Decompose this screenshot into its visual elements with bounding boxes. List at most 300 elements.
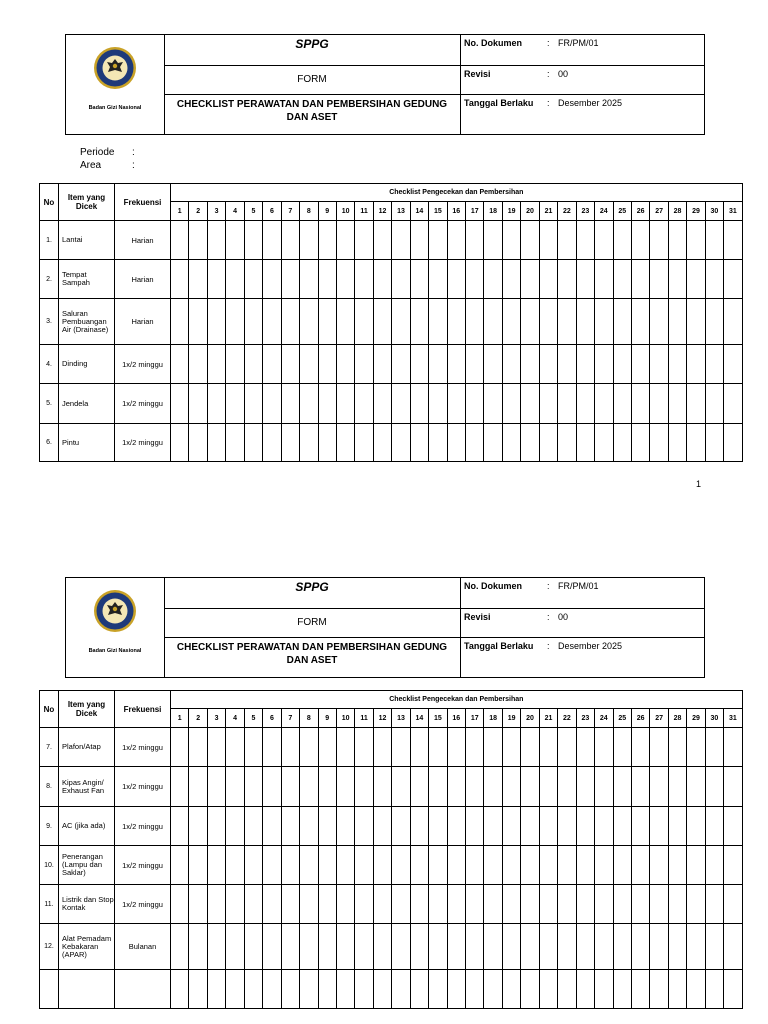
check-cell[interactable] bbox=[466, 345, 484, 384]
check-cell[interactable] bbox=[724, 299, 743, 345]
check-cell[interactable] bbox=[410, 299, 428, 345]
check-cell[interactable] bbox=[410, 970, 428, 1009]
check-cell[interactable] bbox=[447, 728, 465, 767]
check-cell[interactable] bbox=[521, 345, 539, 384]
check-cell[interactable] bbox=[613, 846, 631, 885]
check-cell[interactable] bbox=[650, 924, 668, 970]
check-cell[interactable] bbox=[521, 885, 539, 924]
check-cell[interactable] bbox=[226, 728, 244, 767]
check-cell[interactable] bbox=[189, 846, 207, 885]
check-cell[interactable] bbox=[521, 924, 539, 970]
check-cell[interactable] bbox=[207, 970, 225, 1009]
check-cell[interactable] bbox=[336, 924, 354, 970]
check-cell[interactable] bbox=[318, 970, 336, 1009]
check-cell[interactable] bbox=[705, 885, 723, 924]
check-cell[interactable] bbox=[539, 807, 557, 846]
check-cell[interactable] bbox=[705, 767, 723, 807]
check-cell[interactable] bbox=[595, 970, 613, 1009]
check-cell[interactable] bbox=[318, 924, 336, 970]
check-cell[interactable] bbox=[226, 924, 244, 970]
check-cell[interactable] bbox=[576, 807, 594, 846]
check-cell[interactable] bbox=[207, 924, 225, 970]
check-cell[interactable] bbox=[263, 767, 281, 807]
check-cell[interactable] bbox=[410, 260, 428, 299]
check-cell[interactable] bbox=[300, 970, 318, 1009]
check-cell[interactable] bbox=[668, 846, 686, 885]
check-cell[interactable] bbox=[631, 384, 649, 424]
check-cell[interactable] bbox=[355, 767, 373, 807]
check-cell[interactable] bbox=[650, 384, 668, 424]
check-cell[interactable] bbox=[595, 728, 613, 767]
check-cell[interactable] bbox=[392, 767, 410, 807]
check-cell[interactable] bbox=[429, 846, 447, 885]
check-cell[interactable] bbox=[576, 345, 594, 384]
check-cell[interactable] bbox=[392, 221, 410, 260]
check-cell[interactable] bbox=[613, 345, 631, 384]
check-cell[interactable] bbox=[355, 807, 373, 846]
check-cell[interactable] bbox=[650, 728, 668, 767]
check-cell[interactable] bbox=[226, 221, 244, 260]
check-cell[interactable] bbox=[613, 767, 631, 807]
check-cell[interactable] bbox=[318, 728, 336, 767]
check-cell[interactable] bbox=[668, 924, 686, 970]
check-cell[interactable] bbox=[392, 424, 410, 462]
check-cell[interactable] bbox=[336, 846, 354, 885]
check-cell[interactable] bbox=[244, 924, 262, 970]
check-cell[interactable] bbox=[429, 970, 447, 1009]
check-cell[interactable] bbox=[705, 299, 723, 345]
check-cell[interactable] bbox=[355, 384, 373, 424]
check-cell[interactable] bbox=[318, 345, 336, 384]
check-cell[interactable] bbox=[576, 767, 594, 807]
check-cell[interactable] bbox=[466, 924, 484, 970]
check-cell[interactable] bbox=[631, 807, 649, 846]
check-cell[interactable] bbox=[373, 260, 391, 299]
check-cell[interactable] bbox=[687, 424, 705, 462]
check-cell[interactable] bbox=[576, 221, 594, 260]
check-cell[interactable] bbox=[502, 767, 520, 807]
check-cell[interactable] bbox=[429, 424, 447, 462]
check-cell[interactable] bbox=[502, 924, 520, 970]
check-cell[interactable] bbox=[410, 924, 428, 970]
check-cell[interactable] bbox=[576, 424, 594, 462]
check-cell[interactable] bbox=[355, 424, 373, 462]
check-cell[interactable] bbox=[263, 885, 281, 924]
check-cell[interactable] bbox=[336, 424, 354, 462]
check-cell[interactable] bbox=[207, 846, 225, 885]
check-cell[interactable] bbox=[171, 221, 189, 260]
check-cell[interactable] bbox=[466, 807, 484, 846]
check-cell[interactable] bbox=[281, 885, 299, 924]
check-cell[interactable] bbox=[447, 970, 465, 1009]
check-cell[interactable] bbox=[410, 885, 428, 924]
check-cell[interactable] bbox=[355, 299, 373, 345]
check-cell[interactable] bbox=[484, 728, 502, 767]
check-cell[interactable] bbox=[539, 846, 557, 885]
check-cell[interactable] bbox=[613, 970, 631, 1009]
check-cell[interactable] bbox=[502, 846, 520, 885]
check-cell[interactable] bbox=[281, 424, 299, 462]
check-cell[interactable] bbox=[392, 885, 410, 924]
check-cell[interactable] bbox=[687, 767, 705, 807]
check-cell[interactable] bbox=[226, 260, 244, 299]
check-cell[interactable] bbox=[281, 384, 299, 424]
check-cell[interactable] bbox=[171, 299, 189, 345]
check-cell[interactable] bbox=[171, 807, 189, 846]
check-cell[interactable] bbox=[392, 970, 410, 1009]
check-cell[interactable] bbox=[613, 424, 631, 462]
check-cell[interactable] bbox=[244, 885, 262, 924]
check-cell[interactable] bbox=[558, 424, 576, 462]
check-cell[interactable] bbox=[558, 846, 576, 885]
check-cell[interactable] bbox=[189, 728, 207, 767]
check-cell[interactable] bbox=[724, 767, 743, 807]
check-cell[interactable] bbox=[410, 384, 428, 424]
check-cell[interactable] bbox=[226, 767, 244, 807]
check-cell[interactable] bbox=[355, 728, 373, 767]
check-cell[interactable] bbox=[724, 424, 743, 462]
check-cell[interactable] bbox=[226, 424, 244, 462]
check-cell[interactable] bbox=[410, 728, 428, 767]
check-cell[interactable] bbox=[484, 885, 502, 924]
check-cell[interactable] bbox=[336, 807, 354, 846]
check-cell[interactable] bbox=[410, 767, 428, 807]
check-cell[interactable] bbox=[300, 924, 318, 970]
check-cell[interactable] bbox=[687, 260, 705, 299]
check-cell[interactable] bbox=[392, 846, 410, 885]
check-cell[interactable] bbox=[410, 345, 428, 384]
check-cell[interactable] bbox=[484, 384, 502, 424]
check-cell[interactable] bbox=[724, 221, 743, 260]
check-cell[interactable] bbox=[687, 728, 705, 767]
check-cell[interactable] bbox=[539, 384, 557, 424]
check-cell[interactable] bbox=[539, 728, 557, 767]
check-cell[interactable] bbox=[207, 767, 225, 807]
check-cell[interactable] bbox=[595, 924, 613, 970]
check-cell[interactable] bbox=[724, 345, 743, 384]
check-cell[interactable] bbox=[705, 424, 723, 462]
check-cell[interactable] bbox=[576, 970, 594, 1009]
check-cell[interactable] bbox=[576, 384, 594, 424]
check-cell[interactable] bbox=[668, 221, 686, 260]
check-cell[interactable] bbox=[576, 728, 594, 767]
check-cell[interactable] bbox=[281, 299, 299, 345]
check-cell[interactable] bbox=[207, 384, 225, 424]
check-cell[interactable] bbox=[595, 807, 613, 846]
check-cell[interactable] bbox=[318, 846, 336, 885]
check-cell[interactable] bbox=[724, 384, 743, 424]
check-cell[interactable] bbox=[373, 299, 391, 345]
check-cell[interactable] bbox=[521, 970, 539, 1009]
check-cell[interactable] bbox=[724, 846, 743, 885]
check-cell[interactable] bbox=[207, 807, 225, 846]
check-cell[interactable] bbox=[576, 299, 594, 345]
check-cell[interactable] bbox=[484, 970, 502, 1009]
check-cell[interactable] bbox=[558, 924, 576, 970]
check-cell[interactable] bbox=[595, 345, 613, 384]
check-cell[interactable] bbox=[484, 846, 502, 885]
check-cell[interactable] bbox=[336, 299, 354, 345]
check-cell[interactable] bbox=[705, 924, 723, 970]
check-cell[interactable] bbox=[300, 345, 318, 384]
check-cell[interactable] bbox=[263, 424, 281, 462]
check-cell[interactable] bbox=[281, 767, 299, 807]
check-cell[interactable] bbox=[521, 728, 539, 767]
check-cell[interactable] bbox=[171, 260, 189, 299]
check-cell[interactable] bbox=[724, 924, 743, 970]
check-cell[interactable] bbox=[189, 345, 207, 384]
check-cell[interactable] bbox=[705, 221, 723, 260]
check-cell[interactable] bbox=[281, 221, 299, 260]
check-cell[interactable] bbox=[687, 299, 705, 345]
check-cell[interactable] bbox=[521, 221, 539, 260]
check-cell[interactable] bbox=[539, 767, 557, 807]
check-cell[interactable] bbox=[466, 767, 484, 807]
check-cell[interactable] bbox=[650, 424, 668, 462]
check-cell[interactable] bbox=[410, 846, 428, 885]
check-cell[interactable] bbox=[631, 728, 649, 767]
check-cell[interactable] bbox=[521, 807, 539, 846]
check-cell[interactable] bbox=[502, 260, 520, 299]
check-cell[interactable] bbox=[189, 424, 207, 462]
check-cell[interactable] bbox=[705, 345, 723, 384]
check-cell[interactable] bbox=[668, 384, 686, 424]
check-cell[interactable] bbox=[705, 384, 723, 424]
check-cell[interactable] bbox=[502, 345, 520, 384]
check-cell[interactable] bbox=[650, 807, 668, 846]
check-cell[interactable] bbox=[281, 728, 299, 767]
check-cell[interactable] bbox=[521, 260, 539, 299]
check-cell[interactable] bbox=[171, 970, 189, 1009]
check-cell[interactable] bbox=[650, 299, 668, 345]
check-cell[interactable] bbox=[447, 767, 465, 807]
check-cell[interactable] bbox=[429, 299, 447, 345]
check-cell[interactable] bbox=[355, 345, 373, 384]
check-cell[interactable] bbox=[300, 807, 318, 846]
check-cell[interactable] bbox=[466, 885, 484, 924]
check-cell[interactable] bbox=[373, 767, 391, 807]
check-cell[interactable] bbox=[318, 885, 336, 924]
check-cell[interactable] bbox=[429, 384, 447, 424]
check-cell[interactable] bbox=[595, 299, 613, 345]
check-cell[interactable] bbox=[631, 924, 649, 970]
check-cell[interactable] bbox=[576, 846, 594, 885]
check-cell[interactable] bbox=[318, 767, 336, 807]
check-cell[interactable] bbox=[429, 924, 447, 970]
check-cell[interactable] bbox=[502, 299, 520, 345]
check-cell[interactable] bbox=[613, 807, 631, 846]
check-cell[interactable] bbox=[521, 384, 539, 424]
check-cell[interactable] bbox=[189, 260, 207, 299]
check-cell[interactable] bbox=[558, 299, 576, 345]
check-cell[interactable] bbox=[189, 807, 207, 846]
check-cell[interactable] bbox=[300, 260, 318, 299]
check-cell[interactable] bbox=[687, 970, 705, 1009]
check-cell[interactable] bbox=[207, 424, 225, 462]
check-cell[interactable] bbox=[392, 299, 410, 345]
check-cell[interactable] bbox=[484, 345, 502, 384]
check-cell[interactable] bbox=[705, 260, 723, 299]
check-cell[interactable] bbox=[613, 924, 631, 970]
check-cell[interactable] bbox=[705, 970, 723, 1009]
check-cell[interactable] bbox=[429, 728, 447, 767]
check-cell[interactable] bbox=[244, 807, 262, 846]
check-cell[interactable] bbox=[355, 924, 373, 970]
check-cell[interactable] bbox=[281, 807, 299, 846]
check-cell[interactable] bbox=[336, 885, 354, 924]
check-cell[interactable] bbox=[631, 767, 649, 807]
check-cell[interactable] bbox=[392, 728, 410, 767]
check-cell[interactable] bbox=[336, 970, 354, 1009]
check-cell[interactable] bbox=[484, 424, 502, 462]
check-cell[interactable] bbox=[613, 260, 631, 299]
check-cell[interactable] bbox=[539, 299, 557, 345]
check-cell[interactable] bbox=[281, 970, 299, 1009]
check-cell[interactable] bbox=[484, 924, 502, 970]
check-cell[interactable] bbox=[171, 924, 189, 970]
check-cell[interactable] bbox=[595, 846, 613, 885]
check-cell[interactable] bbox=[466, 260, 484, 299]
check-cell[interactable] bbox=[355, 846, 373, 885]
check-cell[interactable] bbox=[281, 846, 299, 885]
check-cell[interactable] bbox=[263, 299, 281, 345]
check-cell[interactable] bbox=[355, 970, 373, 1009]
check-cell[interactable] bbox=[171, 767, 189, 807]
check-cell[interactable] bbox=[558, 728, 576, 767]
check-cell[interactable] bbox=[466, 846, 484, 885]
check-cell[interactable] bbox=[226, 345, 244, 384]
check-cell[interactable] bbox=[263, 260, 281, 299]
check-cell[interactable] bbox=[466, 970, 484, 1009]
check-cell[interactable] bbox=[429, 345, 447, 384]
check-cell[interactable] bbox=[595, 260, 613, 299]
check-cell[interactable] bbox=[300, 728, 318, 767]
check-cell[interactable] bbox=[631, 221, 649, 260]
check-cell[interactable] bbox=[318, 221, 336, 260]
check-cell[interactable] bbox=[300, 885, 318, 924]
check-cell[interactable] bbox=[613, 885, 631, 924]
check-cell[interactable] bbox=[392, 345, 410, 384]
check-cell[interactable] bbox=[595, 885, 613, 924]
check-cell[interactable] bbox=[539, 970, 557, 1009]
check-cell[interactable] bbox=[207, 221, 225, 260]
check-cell[interactable] bbox=[539, 924, 557, 970]
check-cell[interactable] bbox=[631, 345, 649, 384]
check-cell[interactable] bbox=[502, 728, 520, 767]
check-cell[interactable] bbox=[668, 970, 686, 1009]
check-cell[interactable] bbox=[207, 885, 225, 924]
check-cell[interactable] bbox=[355, 885, 373, 924]
check-cell[interactable] bbox=[336, 260, 354, 299]
check-cell[interactable] bbox=[263, 807, 281, 846]
check-cell[interactable] bbox=[373, 345, 391, 384]
check-cell[interactable] bbox=[668, 807, 686, 846]
check-cell[interactable] bbox=[558, 767, 576, 807]
check-cell[interactable] bbox=[171, 384, 189, 424]
check-cell[interactable] bbox=[668, 767, 686, 807]
check-cell[interactable] bbox=[429, 260, 447, 299]
check-cell[interactable] bbox=[447, 885, 465, 924]
check-cell[interactable] bbox=[447, 424, 465, 462]
check-cell[interactable] bbox=[336, 345, 354, 384]
check-cell[interactable] bbox=[189, 384, 207, 424]
check-cell[interactable] bbox=[373, 728, 391, 767]
check-cell[interactable] bbox=[429, 221, 447, 260]
check-cell[interactable] bbox=[668, 345, 686, 384]
check-cell[interactable] bbox=[447, 221, 465, 260]
check-cell[interactable] bbox=[558, 384, 576, 424]
check-cell[interactable] bbox=[263, 970, 281, 1009]
check-cell[interactable] bbox=[300, 424, 318, 462]
check-cell[interactable] bbox=[724, 728, 743, 767]
check-cell[interactable] bbox=[171, 424, 189, 462]
check-cell[interactable] bbox=[613, 384, 631, 424]
check-cell[interactable] bbox=[687, 345, 705, 384]
check-cell[interactable] bbox=[484, 807, 502, 846]
check-cell[interactable] bbox=[631, 970, 649, 1009]
check-cell[interactable] bbox=[705, 728, 723, 767]
check-cell[interactable] bbox=[466, 384, 484, 424]
check-cell[interactable] bbox=[410, 221, 428, 260]
check-cell[interactable] bbox=[226, 846, 244, 885]
check-cell[interactable] bbox=[650, 260, 668, 299]
check-cell[interactable] bbox=[595, 384, 613, 424]
check-cell[interactable] bbox=[668, 728, 686, 767]
check-cell[interactable] bbox=[466, 299, 484, 345]
check-cell[interactable] bbox=[539, 424, 557, 462]
check-cell[interactable] bbox=[521, 299, 539, 345]
check-cell[interactable] bbox=[447, 260, 465, 299]
check-cell[interactable] bbox=[466, 728, 484, 767]
check-cell[interactable] bbox=[576, 924, 594, 970]
check-cell[interactable] bbox=[373, 970, 391, 1009]
check-cell[interactable] bbox=[705, 807, 723, 846]
check-cell[interactable] bbox=[466, 424, 484, 462]
check-cell[interactable] bbox=[392, 260, 410, 299]
check-cell[interactable] bbox=[171, 728, 189, 767]
check-cell[interactable] bbox=[631, 299, 649, 345]
check-cell[interactable] bbox=[263, 846, 281, 885]
check-cell[interactable] bbox=[171, 846, 189, 885]
check-cell[interactable] bbox=[226, 384, 244, 424]
check-cell[interactable] bbox=[244, 299, 262, 345]
check-cell[interactable] bbox=[447, 924, 465, 970]
check-cell[interactable] bbox=[558, 345, 576, 384]
check-cell[interactable] bbox=[650, 970, 668, 1009]
check-cell[interactable] bbox=[650, 221, 668, 260]
check-cell[interactable] bbox=[631, 424, 649, 462]
check-cell[interactable] bbox=[244, 970, 262, 1009]
check-cell[interactable] bbox=[300, 384, 318, 424]
check-cell[interactable] bbox=[244, 384, 262, 424]
check-cell[interactable] bbox=[410, 424, 428, 462]
check-cell[interactable] bbox=[281, 924, 299, 970]
check-cell[interactable] bbox=[189, 767, 207, 807]
check-cell[interactable] bbox=[447, 384, 465, 424]
check-cell[interactable] bbox=[207, 260, 225, 299]
check-cell[interactable] bbox=[336, 767, 354, 807]
check-cell[interactable] bbox=[263, 221, 281, 260]
check-cell[interactable] bbox=[207, 728, 225, 767]
check-cell[interactable] bbox=[521, 767, 539, 807]
check-cell[interactable] bbox=[355, 221, 373, 260]
check-cell[interactable] bbox=[484, 221, 502, 260]
check-cell[interactable] bbox=[521, 424, 539, 462]
check-cell[interactable] bbox=[447, 807, 465, 846]
check-cell[interactable] bbox=[668, 885, 686, 924]
check-cell[interactable] bbox=[171, 345, 189, 384]
check-cell[interactable] bbox=[429, 767, 447, 807]
